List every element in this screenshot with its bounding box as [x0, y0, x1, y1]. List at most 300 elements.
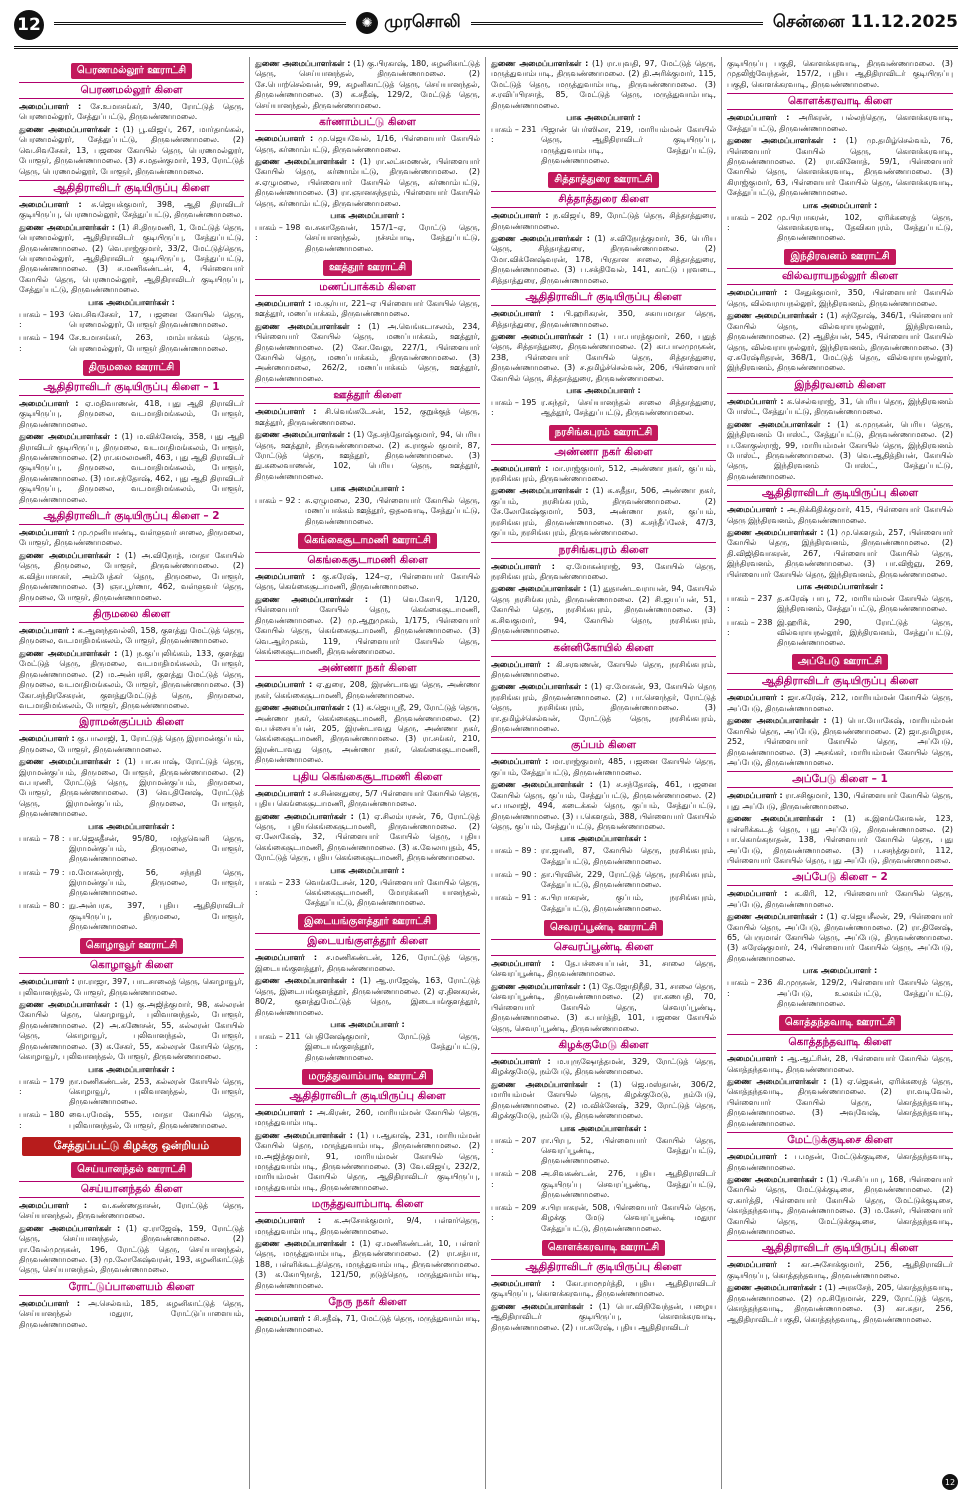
- booth-number: பாகம் – 179 :: [19, 1076, 65, 1096]
- booth-number: பாகம் – 198 :: [255, 223, 301, 243]
- booth-entry: [491, 125, 716, 166]
- role-label: அமைப்பாளர் :: [255, 134, 314, 144]
- entry-text: (1) பூ.விஜய், 267, மார்தாங்கல், பெரணமல்லூர், சேத்துப்பட்டு, திருவண்ணாமலை. (2) வெ.சிவசேகர், 13, பஜனை கோயில் தெரு, பெரணமல்லூர், போளூர், திருவண்ணாமலை. (3) ச.மதன்குமார், 193, ரோட்டுத் தெரு, பெரணமல்லூர், போளூர், திருவண்ணாமலை.: [19, 124, 244, 176]
- booth-subheading: பாக அமைப்பாளர்கள் :: [88, 297, 175, 307]
- booth-entry: [19, 834, 244, 865]
- appointment-entry: [727, 716, 953, 768]
- role-label: துணை அமைப்பாளர்கள் :: [727, 136, 837, 146]
- entry-text: (1) ஏ.மணிகண்டன், 10, பள்ளர் தெரு, மருத்துவாம்பாடி, திருவண்ணாமலை. (2) ரா.சத்யா, 188, பள்ளிக்கூடத்தெரு, மருத்துவாம்பாடி, திருவண்ணாமலை. (3) க.கோபிநாத், 121/50, நடுத்தெரு, மருத்துவாம்பாடி, திருவண்ணாமலை.: [255, 1239, 480, 1290]
- booth-subheading: பாக அமைப்பாளர்கள் :: [560, 1123, 647, 1133]
- booth-subheading: பாக அமைப்பாளர் :: [566, 386, 641, 396]
- role-label: துணை அமைப்பாளர்கள் :: [255, 321, 361, 331]
- appointment-entry: [255, 703, 480, 766]
- role-label: துணை அமைப்பாளர்கள் :: [727, 311, 824, 321]
- entry-text: (1) ரா.யுவதி, 97, மேட்டுத் தெரு, மருத்துவாம்பாடி, திருவண்ணாமலை. (2) தி.அரிக்குமார், 115, மேட்டுத் தெரு, மருத்துவாம்பாடி, திருவண்ணாமலை. (3) ச.ரவிப்பிரசாத், 85, மேட்டுத் தெரு, மருத்துவாம்பாடி, திருவண்ணாமலை.: [491, 59, 716, 110]
- entry-text: க.அசோக்குமார், 9/4, பள்ளர்தெரு, மருத்துவாம்பாடி, திருவண்ணாமலை.: [255, 1216, 480, 1236]
- role-label: அமைப்பாளர் :: [491, 463, 549, 473]
- role-label: அமைப்பாளர் :: [19, 1298, 81, 1308]
- booth-entry: [19, 868, 244, 899]
- role-label: துணை அமைப்பாளர்கள் :: [491, 682, 588, 692]
- panchayat-heading: சித்தாத்துரை ஊராட்சி: [548, 172, 658, 188]
- role-label: அமைப்பாளர் :: [19, 398, 79, 408]
- entry-text: ஏ.துரை, 208, இரண்டாவது தெரு, அண்ணா நகர், கெங்கைசூடாமணி, திருவண்ணாமலை.: [255, 680, 480, 700]
- entry-text: மு.முனியாண்டி, வள்ளுவர் சாலை, திருமலை, போளூர், திருவண்ணாமலை.: [19, 528, 244, 548]
- booth-number: பாகம் – 193 :: [19, 309, 65, 330]
- branch-heading: சித்தாத்துரை கிளை: [491, 191, 716, 208]
- branch-heading: செய்யானந்தல் கிளை: [19, 1181, 244, 1198]
- panchayat-heading: செய்யானந்தல் ஊராட்சி: [71, 1162, 192, 1178]
- entry-text: (1) ஏ.ராஜேஷ், 159, ரோட்டுத் தெரு, செய்யானந்தல், திருவண்ணாமலை. (2) ரா.வேல்முருகன், 196, ரோட்டுத் தெரு, செய்யானந்தல், திருவண்ணாமலை. (3) மு.லோகேஷ்வரன், 193, சுழனிகாட்டுத் தெரு, செய்யானந்தல், திருவண்ணாமலை.: [19, 1223, 245, 1275]
- entry-text: ம.சூர்யா, 221–ஏ பிள்ளையார் கோயில் தெரு, ஊத்தூர், மணப்பாக்கம், திருவண்ணாமலை.: [255, 298, 480, 319]
- booth-number: பாகம் – 208 :: [491, 1169, 537, 1189]
- booth-number: பாகம் – 79 :: [19, 867, 65, 877]
- branch-heading: ஆதிதிராவிடர் குடியிருப்பு கிளை: [727, 485, 953, 502]
- appointment-entry: [727, 528, 953, 580]
- role-label: துணை அமைப்பாளர்கள் :: [19, 124, 119, 134]
- appointment-entry: [255, 680, 480, 701]
- booth-text: சு.ஏழுமலை, 230, பிள்ளையார் கோயில் தெரு, மணப்பாக்கம் ஊத்தூர், ஒதலவாடி, சேத்துப்பட்டு, திருவண்ணாமலை.: [305, 496, 480, 526]
- role-label: துணை அமைப்பாளர்கள் :: [19, 999, 118, 1009]
- appointment-entry: [491, 1080, 716, 1122]
- appointment-entry: [727, 397, 953, 418]
- role-label: அமைப்பாளர் :: [255, 298, 312, 308]
- appointment-entry: [727, 791, 953, 812]
- appointment-entry: [491, 309, 716, 330]
- branch-heading: குப்பம் கிளை: [491, 737, 716, 754]
- entry-text: (1) க.ஜெயஸ்ரீ, 29, ரோட்டுத் தெரு, அண்ணா நகர், கெங்கைசூடாமணி, திருவண்ணாமலை. (2) வ.பச்சையப்பன், 205, இரண்டாவது தெரு, அண்ணா நகர், கெங்கைசூடாமணி, திருவண்ணாமலை. (3) ரா.சங்கர், 210, இரண்டாவது தெரு, அண்ணா நகர், கெங்கைசூடாமணி, திருவண்ணாமலை.: [255, 703, 480, 765]
- article-columns: [14, 57, 958, 1489]
- appointment-entry: [19, 977, 244, 998]
- entry-text: ச.மணிகண்டன், 126, ரோட்டுத் தெரு, இடையங்குளத்தூர், திருவண்ணாமலை.: [255, 953, 480, 973]
- booth-number: பாகம் – 91 :: [491, 893, 537, 903]
- role-label: துணை அமைப்பாளர்கள் :: [727, 419, 831, 429]
- booth-text: வ.சுகாதேவன், 157/1–ஏ, ரோட்டு தெரு, செய்யானந்தல், நச்சம்பாடி, சேத்துப்பட்டு, திருவண்ணாமலை.: [305, 223, 480, 253]
- appointment-entry: [255, 430, 480, 482]
- branch-heading: ஆதிதிராவிடர் குடியிருப்பு கிளை – 1: [19, 379, 244, 396]
- appointment-entry: [255, 812, 480, 864]
- booth-subheading: பாக அமைப்பாளர் :: [802, 966, 878, 976]
- panchayat-heading: திருமலை ஊராட்சி: [83, 360, 181, 376]
- booth-subheading: பாக அமைப்பாளர் :: [330, 211, 405, 221]
- entry-text: (1) தே.ஜோதிநீதி, 31, சாலை தெரு, செவரப்பூண்டி, திருவண்ணாமலை. (2) ரா.கணபதி, 70, பிள்ளையார் கோயில் தெரு, செவரப்பூண்டி, திருவண்ணாமலை. (3) சு.பார்த்தி, 101, பஜனை கோயில் தெரு, செவரப்பூண்டி, திருவண்ணாமலை.: [491, 981, 716, 1033]
- branch-heading: ஆதிதிராவிடர் குடியிருப்பு கிளை: [491, 1259, 716, 1276]
- branch-heading: ஆதிதிராவிடர் குடியிருப்பு கிளை: [491, 289, 716, 306]
- branch-heading: நேரு நகர் கிளை: [255, 1294, 480, 1311]
- booth-text: ம.மோகன்ராஜ், 56, சந்நதி தெரு, இராமன்குப்பம், திருமலை, போளூர், திருவண்ணாமலை.: [69, 867, 244, 898]
- panchayat-heading: கொழாவூர் ஊராட்சி: [80, 938, 183, 954]
- appointment-entry: [727, 136, 953, 199]
- entry-text: (1) ச.சந்தோஷ், 461, பஜனை கோயில் தெரு, குப்பம், சேத்துப்பட்டு, திருவண்ணாமலை. (2) எ.பாலாஜி, 494, கடைக்கல் தெரு, குப்பம், சேத்துப்பட்டு, திருவண்ணாமலை. (3) ப.கெளதம், 388, பிள்ளையார் கோயில் தெரு, குப்பம், சேத்துப்பட்டு, திருவண்ணாமலை.: [491, 780, 716, 831]
- role-label: அமைப்பாளர் :: [491, 561, 555, 571]
- role-label: துணை அமைப்பாளர்கள் :: [727, 814, 836, 824]
- role-label: துணை அமைப்பாளர்கள் :: [19, 757, 120, 767]
- appointment-entry: [727, 693, 953, 714]
- appointment-entry: [727, 1260, 953, 1281]
- appointment-entry: [491, 1302, 716, 1333]
- booth-text: மு.பிரபாகரன், 102, ஏரிக்கரைத் தெரு, கொளக்கரவாடி, தேவிகாபுரம், சேத்துப்பட்டு, திருவண்ணாமலை.: [777, 212, 953, 243]
- role-label: அமைப்பாளர் :: [491, 1278, 555, 1288]
- entry-text: வ.கண்ணதாசன், ரோட்டுத் தெரு, செய்யானந்தல், திருவண்ணாமலை.: [19, 1200, 244, 1221]
- newspaper-logo: [356, 12, 461, 34]
- appointment-entry: [727, 420, 953, 483]
- booth-text: நா.மணிகண்டன், 253, கல்லரன் கோயில் தெரு, கொழாவூர், புலிவானந்தல், போளூர், திருவண்ணாமலை.: [69, 1076, 244, 1107]
- booth-entry: [19, 901, 244, 932]
- booth-number: பாகம் – 236 :: [727, 978, 773, 998]
- appointment-entry: [255, 1239, 480, 1291]
- entry-text: (1) ந.குப்புலிங்கம், 133, குளத்து மேட்டுத் தெரு, திருமலை, வடமாதிமங்கலம், போளூர், திருவண்ணாமலை. (2) ம.அன்பரசி, குளத்து மேட்டுத் தெரு, திருமலை, வடமாதிமங்கலம், போளூர், திருவண்ணாமலை. (3) கோ.சந்திரசேகரன், குளத்துமேட்டுத் தெரு, திருமலை, வடமாதிமங்கலம், போளூர், திருவண்ணாமலை.: [19, 648, 244, 710]
- booth-number: பாகம் – 202 :: [727, 212, 773, 232]
- booth-number: பாகம் – 211 :: [255, 1032, 301, 1052]
- branch-heading: இராமன்குப்பம் கிளை: [19, 714, 244, 731]
- booth-text: பா.ஜெகதீசன், 95/80, மந்தவெளி தெரு, இராமன்குப்பம், திருமலை, போளூர், திருவண்ணாமலை.: [69, 833, 244, 864]
- entry-text: (1) பி.சசிப்பாபு, 168, பிள்ளையார் கோயில் தெரு, மேட்டுக்குடிசை, திருவண்ணாமலை. (2) ஏ.கார்த்தி, பிள்ளையார் கோயில் தெரு, மேட்டுக்குடிசை, கொத்தந்தவாடி, திருவண்ணாமலை. (3) ம.கேசர், பிள்ளையார் கோயில் தெரு, மேட்டுக்குடிசை, கொத்தந்தவாடி, திருவண்ணாமலை.: [727, 1174, 953, 1237]
- entry-text: (1) சுந்தோஷ், 346/1, பிள்ளையார் கோயில் தெரு, வில்வராயநல்லூர், இந்திரவனம், திருவண்ணாமலை. (2) ஆதித்யன், 545, பிள்ளையார் கோயில் தெரு, வில்வராயநல்லூர், இந்திரவனம், திருவண்ணாமலை. (3) ஏ.சுரேஷ்ரிதரன், 368/1, மேட்டுத் தெரு, வில்வராயநல்லூர், இந்திரவனம், திருவண்ணாமலை.: [727, 311, 953, 373]
- entry-text: கா.அசோக்குமார், 256, ஆதிதிராவிடர் குடியிருப்பு, கொத்தந்தவாடி, திருவண்ணாமலை.: [727, 1260, 953, 1280]
- appointment-entry: [255, 134, 480, 155]
- booth-number: பாகம் – 195 :: [491, 398, 537, 418]
- appointment-entry: [19, 125, 244, 177]
- booth-text: சே.உமாசங்கர், 263, மாம்பாக்கம் தெரு, பெரணமல்லூர், போளூர் திருவண்ணாமலை.: [69, 333, 244, 353]
- panchayat-heading: கொத்தந்தவாடி ஊராட்சி: [779, 1015, 901, 1031]
- appointment-entry: [491, 1057, 716, 1078]
- appointment-entry: [491, 234, 716, 286]
- appointment-entry: [255, 59, 480, 111]
- entry-text: (1) தே.சந்தோஷ்குமார், 94, பெரிய தெரு, ஊத்தூர், திருவண்ணாமலை. (2) சு.ராகுல் குமார், 87, ரோட்டுத் தெரு, ஊத்தூர், திருவண்ணாமலை. (3) து.கலைவாணன், 102, பெரிய தெரு, ஊத்தூர், திருவண்ணாமலை.: [255, 430, 481, 481]
- branch-heading: நரசிங்கபுரம் கிளை: [491, 542, 716, 559]
- role-label: துணை அமைப்பாளர்கள் :: [255, 430, 351, 440]
- booth-number: பாகம் – 180 :: [19, 1110, 65, 1130]
- panchayat-heading: கொளக்கரவாடி ஊராட்சி: [542, 1240, 665, 1256]
- branch-heading: ஊத்தூர் கிளை: [255, 387, 480, 404]
- entry-text: (1) பொ.யோகேஷ், மாரியம்மன் கோயில் தெரு, அப்பேடு, திருவண்ணாமலை. (2) ஜா.தமிழரசு, 252, பிள்ளையார் கோயில் தெரு, அப்பேடு, திருவண்ணாமலை. (3) அசங்கர், மாரியம்மன் கோயில் தெரு, அப்பேடு, திருவண்ணாமலை.: [727, 716, 953, 767]
- entry-text: மா.ராஜ்குமார், 512, அண்ணா நகர், குப்பம், நரசிங்கபுரம், திருவண்ணாமலை.: [491, 463, 716, 484]
- entry-text: பி.ஹரிகரன், 350, சகாயமாதா தெரு, சித்தாத்துரை, திருவண்ணாமலை.: [491, 309, 716, 329]
- entry-text: (1) வெ.கோபி, 1/120, பிள்ளையார் கோயில் தெரு, கெங்கைசூடாமணி, திருவண்ணாமலை. (2) மு.ஆறுமுகம், 1/175, பிள்ளையார் கோயில் தெரு, கெங்கைசூடாமணி, திருவண்ணாமலை. (3) வெ.ஆர்முகம், 119, பிள்ளையார் கோயில் தெரு, கெங்கைசூடாமணி, திருவண்ணாமலை.: [255, 594, 480, 656]
- role-label: அமைப்பாளர் :: [491, 757, 549, 767]
- role-label: அமைப்பாளர் :: [19, 625, 75, 635]
- booth-subheading: பாக அமைப்பாளர் :: [566, 113, 641, 123]
- role-label: துணை அமைப்பாளர்கள் :: [491, 981, 586, 991]
- role-label: அமைப்பாளர் :: [19, 102, 82, 111]
- entry-text: ச.சின்னதுரை, 5/7 பிள்ளையார் கோயில் தெரு, புதிய கெங்கைசூடாமணி, திருவண்ணாமலை.: [255, 788, 480, 809]
- role-label: துணை அமைப்பாளர்கள் :: [255, 811, 354, 821]
- column-1: [14, 57, 250, 1489]
- appointment-entry: [491, 584, 716, 636]
- role-label: அமைப்பாளர் :: [727, 113, 790, 123]
- column-2: [250, 57, 486, 1489]
- booth-entry: [19, 310, 244, 331]
- appointment-entry: [19, 551, 244, 603]
- entry-text: (1) க.சுதீதா, 506, அண்ணா நகர், குப்பம், நரசிங்கபுரம், திருவண்ணாமலை. (2) சே.லோகேஷ்குமார், 503, அண்ணா நகர், குப்பம், நரசிங்கபுரம், திருவண்ணாமலை. (3) க.சந்தீப்லேச், 47/3, குப்பம், நரசிங்கபுரம், திருவண்ணாமலை.: [491, 486, 716, 538]
- role-label: அமைப்பாளர் :: [727, 396, 784, 406]
- entry-text: சி.வெங்கடேசன், 152, குறுக்குத் தெரு, ஊத்தூர், திருவண்ணாமலை.: [255, 407, 480, 427]
- appointment-entry: [491, 1279, 716, 1300]
- role-label: துணை அமைப்பாளர்கள் :: [19, 222, 116, 232]
- role-label: அமைப்பாளர் :: [727, 1152, 788, 1162]
- branch-heading: ஆதிதிராவிடர் குடியிருப்பு கிளை: [727, 1240, 953, 1257]
- role-label: துணை அமைப்பாளர்கள் :: [727, 1283, 823, 1293]
- appointment-entry: [727, 1283, 953, 1325]
- panchayat-heading: இந்திரவனம் ஊராட்சி: [784, 249, 895, 265]
- masthead-rule-right: [471, 22, 763, 25]
- booth-entry: [19, 1110, 244, 1131]
- branch-heading: கிழக்குமேடு கிளை: [491, 1037, 716, 1054]
- entry-text: சே.உமாசங்கர், 3/40, ரோட்டுத் தெரு, பெரணமல்லூர், சேத்துப்பட்டு, திருவண்ணாமலை.: [19, 102, 244, 122]
- booth-subheading: பாக அமைப்பாளர்கள் :: [560, 834, 647, 844]
- appointment-entry: [255, 1314, 480, 1335]
- role-label: துணை அமைப்பாளர்கள் :: [491, 1301, 593, 1311]
- booth-number: பாகம் – 231 :: [491, 125, 537, 145]
- role-label: துணை அமைப்பாளர்கள் :: [255, 976, 355, 986]
- booth-entry: [491, 846, 716, 867]
- appointment-entry: [19, 223, 244, 296]
- appointment-entry: [727, 1077, 953, 1129]
- entry-text: (1) சி.திருமணி, 1, மேட்டுத் தெரு, பெரணமல்லூர், ஆதிதிராவிடர் குடியிருப்பு, சேத்துப்பட்டு, திருவண்ணாமலை. (2) வெ.ராஜ்குமார், 33/2, மேட்டுத்தெரு, பெரணமல்லூர், ஆதிதிராவிடர் குடியிருப்பு, சேத்துப்பட்டு, திருவண்ணாமலை. (3) ச.மணிகண்டன், 4, பிள்ளையார் கோயில் தெரு, பெரணமல்லூர், ஆதிதிராவிடர் குடியிருப்பு, சேத்துப்பட்டு, திருவண்ணாமலை.: [19, 222, 244, 295]
- appointment-entry: [255, 572, 480, 593]
- booth-number: பாகம் – 78 :: [19, 833, 65, 843]
- role-label: அமைப்பாளர் :: [255, 680, 313, 690]
- booth-subheading: பாக அமைப்பாளர்கள் :: [88, 1064, 175, 1074]
- booth-subheading: பாக அமைப்பாளர் :: [330, 484, 405, 494]
- booth-entry: [491, 398, 716, 419]
- role-label: துணை அமைப்பாளர்கள் :: [727, 528, 824, 538]
- page-number-badge: 12: [14, 10, 44, 40]
- role-label: துணை அமைப்பாளர்கள் :: [491, 234, 590, 244]
- entry-text: (1) மு.தமிழ்செல்வம், 76, பிள்ளையார் கோயில் தெரு, கொளக்கரவாடி, திருவண்ணாமலை. (2) ரா.வினோத், 59/1, பிள்ளையார் கோயில் தெரு, கொளக்கரவாடி, திருவண்ணாமலை. (3) கிராஜ்குமார், 63, பிள்ளையார் கோயில் தெரு, கொளக்கரவாடி, சேத்துப்பட்டு, திருவண்ணாமலை.: [727, 136, 953, 198]
- entry-text: க.ஆனந்தவல்லி, 158, குளத்து மேட்டுத் தெரு, திருமலை, வடமாதிமங்கலம், போளூர், திருவண்ணாமலை.: [19, 625, 244, 646]
- role-label: துணை அமைப்பாளர்கள் :: [491, 59, 589, 68]
- role-label: துணை அமைப்பாளர்கள் :: [727, 1174, 824, 1184]
- entry-text: (1) கு.அஜித்குமார், 98, கல்லரன் கோயில் தெரு, கொழாவூர், புலிவானந்தல், போளூர், திருவண்ணாமலை. (2) அ.கணேசன், 55, கல்லரன் கோயில் தெரு, கொழாவூர், புலிவானந்தல், போளூர், திருவண்ணாமலை. (3) க.சேகர், 55, கல்லரன் கோயில் தெரு, கொழாவூர், புலிவானந்தல், போளூர், திருவண்ணாமலை.: [19, 999, 244, 1062]
- role-label: துணை அமைப்பாளர்கள் :: [727, 716, 827, 726]
- entry-text: (1) மு.கௌதம், 257, பிள்ளையார் கோயில் தெரு, இந்திரவனம், திருவண்ணாமலை. (2) தி.விஜிதிவாகரன், 267, பிள்ளையார் கோயில் தெரு, இந்திரவனம், திருவண்ணாமலை. (3) பா.விஜ்ஞு, 269, பிள்ளையார் கோயில் தெரு, இந்திரவனம், திருவண்ணாமலை.: [727, 528, 953, 579]
- role-label: அமைப்பாளர் :: [19, 1200, 87, 1210]
- appointment-entry: [19, 399, 244, 430]
- appointment-entry: [491, 562, 716, 583]
- appointment-entry: [491, 982, 716, 1034]
- appointment-entry: [727, 288, 953, 309]
- role-label: அமைப்பாளர் :: [491, 959, 555, 969]
- role-label: அமைப்பாளர் :: [727, 288, 788, 298]
- branch-heading: ஆதிதிராவிடர் குடியிருப்பு கிளை: [19, 180, 244, 197]
- appointment-entry: [491, 780, 716, 832]
- branch-heading: மருத்துவாம்பாடி கிளை: [255, 1196, 480, 1213]
- entry-text: (1) ச.விநோத்குமார், 36, பெரிய தெரு, சித்தாத்துரை, திருவண்ணாமலை. (2) மோ.விக்னேஷ்வரன், 178, பிரதான சாலை, சித்தாத்துரை, திருவண்ணாமலை. (3) ப.சக்திவேல், 141, காட்டு புரவடை, சித்தாத்துரை, திருவண்ணாமலை.: [491, 234, 717, 285]
- booth-entry: [727, 213, 953, 244]
- appointment-entry: [255, 299, 480, 320]
- branch-heading: மேட்டுக்குடிசை கிளை: [727, 1132, 953, 1149]
- entry-text: ரா.ராஜா, 397, பாடசாலைத் தெரு, கொழாவூர், புலிவானந்தல், போளூர், திருவண்ணாமலை.: [19, 977, 244, 997]
- booth-entry: [491, 893, 716, 914]
- role-label: அமைப்பாளர் :: [491, 309, 554, 319]
- entry-text: தே.பச்சையப்பன், 31, சாலை தெரு, செவரப்பூண்டி, திருவண்ணாமலை.: [491, 959, 716, 979]
- appointment-entry: [727, 1152, 953, 1173]
- entry-text: (1) பொ.விநிவேந்தன், பழைய ஆதிதிராவிடர் குடியிருப்பு, கொளக்கரவாடி, திருவண்ணாமலை. (2) பா.சுரேஷ், புதிய ஆதிதிராவிடர்: [491, 1301, 716, 1332]
- role-label: துணை அமைப்பாளர்கள் :: [727, 1076, 827, 1086]
- appointment-entry: [19, 757, 244, 820]
- booth-entry: [727, 978, 953, 1009]
- appointment-entry: [255, 953, 480, 974]
- appointment-entry: [255, 157, 480, 209]
- booth-text: இ.ஹரிக், 290, ரோட்டுத் தெரு, வில்வராயநல்லூர், இந்திரவனம், சேத்துப்பட்டு, திருவண்ணாமலை.: [777, 617, 953, 648]
- booth-text: வெங்கடேசன், 120, பிள்ளையார் கோயில் தெரு, கெங்கைசூடாமணி, மோரக்கனி யானந்தல், சேத்துப்பட்டு, திருவண்ணாமலை.: [305, 877, 480, 908]
- branch-heading: திருமலை கிளை: [19, 606, 244, 623]
- entry-text: (1) பா.பாரத்குமார், 260, புதுத் தெரு, சித்தாத்துரை, திருவண்ணாமலை. (2) கா.பாலமுருகன், 238, பிள்ளையார் கோயில் தெரு, சித்தாத்துரை, திருவண்ணாமலை. (3) ச.தமிழ்ச்செல்வன், 206, பிள்ளையார் கோயில் தெரு, சித்தாத்துரை, திருவண்ணாமலை.: [491, 331, 716, 383]
- dateline: சென்னை 11.12.2025: [772, 12, 959, 32]
- role-label: துணை அமைப்பாளர்கள் :: [491, 780, 593, 790]
- appointment-entry: [19, 200, 244, 221]
- booth-text: நு.அன்பரசு, 397, புதிய ஆதிதிராவிடர் குடியிருப்பு, திருமலை, போளூர், திருவண்ணாமலை.: [69, 901, 244, 931]
- panchayat-heading: இடையங்குளத்தூர் ஊராட்சி: [298, 914, 437, 930]
- entry-text: சி.சதீஷ், 71, மேட்டுத் தெரு, மருத்துவாம்பாடி, திருவண்ணாமலை.: [255, 1314, 480, 1334]
- booth-text: வை.ரமேஷ், 555, மாதா கோயில் தெரு, புலிவானந்தல், போளூர், திருவண்ணாமலை.: [69, 1110, 244, 1130]
- booth-number: பாகம் – 194 :: [19, 333, 65, 353]
- role-label: துணை அமைப்பாளர்கள் :: [255, 594, 369, 604]
- booth-entry: [255, 1032, 480, 1063]
- role-label: அமைப்பாளர் :: [255, 1314, 311, 1324]
- booth-entry: [727, 618, 953, 649]
- branch-heading: கன்னிகோயில் கிளை: [491, 640, 716, 657]
- role-label: அமைப்பாளர் :: [19, 734, 75, 744]
- booth-number: பாகம் – 233 :: [255, 877, 301, 897]
- appointment-entry: [19, 1201, 244, 1222]
- entry-text: அ.செல்வம், 185, சுழனிகாட்டுத் தெரு, செய்யானந்தல் மதுரா, ரோட்டுப்பாளையம், திருவண்ணாமலை.: [19, 1298, 244, 1329]
- role-label: அமைப்பாளர் :: [19, 977, 75, 987]
- role-label: துணை அமைப்பாளர்கள் :: [19, 432, 118, 442]
- branch-heading: இந்திரவனம் கிளை: [727, 377, 953, 394]
- booth-number: பாகம் – 207 :: [491, 1135, 537, 1155]
- appointment-entry: [491, 660, 716, 681]
- booth-subheading: பாக அமைப்பாளர் :: [330, 865, 405, 875]
- role-label: அமைப்பாளர் :: [491, 211, 549, 221]
- appointment-entry: [727, 1054, 953, 1075]
- role-label: அமைப்பாளர் :: [255, 1107, 313, 1117]
- appointment-entry: [255, 1108, 480, 1129]
- booth-entry: [255, 223, 480, 254]
- entry-text: க.கிரி, 12, பிள்ளையார் கோயில் தெரு, அப்பேடு, திருவண்ணாமலை.: [727, 889, 953, 909]
- booth-subheading: பாக அமைப்பாளர் :: [330, 1020, 405, 1030]
- entry-text: (1) ஏ.ஜெகன், ஏரிக்கரைத் தெரு, கொத்தந்தவாடி, திருவண்ணாமலை. (2) ரா.வடிவேல், பிள்ளையார் கோயில் தெரு, கொத்தந்தவாடி, திருவண்ணாமலை. (3) அவுவேஷ், கொத்தந்தவாடி, திருவண்ணாமலை.: [727, 1076, 953, 1128]
- appointment-entry: [255, 322, 480, 385]
- booth-text: ச.பிரபாகரன், 508, பிள்ளையார் கோயில் தெரு, கிழக்கு மேடு செவரப்பூண்டி மதுரா சேத்துப்பட்டு, திருவண்ணாமலை.: [541, 1203, 716, 1233]
- entry-text: குடியிருப்பு பகுதி, கொளக்கரவாடி, திருவண்ணாமலை. (3) முதலிஜ்வேந்தன், 157/2, புதிய ஆதிதிராவிடர் குடியிருப்பு பகுதி, கொளக்கரவாடி, திருவண்ணாமலை.: [727, 59, 953, 89]
- booth-text: கி.முருகன், 129/2, பிள்ளையார் கோயில் தெரு, அப்பேடு, உலகம்பட்டு, சேத்துப்பட்டு, திருவண்ணாமலை.: [777, 978, 953, 1008]
- appointment-entry: [491, 211, 716, 232]
- booth-entry: [255, 496, 480, 527]
- branch-heading: கர்ணாம்பட்டு கிளை: [255, 114, 480, 131]
- appointment-entry: [255, 1131, 480, 1194]
- appointment-entry: [727, 889, 953, 910]
- booth-text: வெ.சிவசேகர், 17, பஜனை கோயில் தெரு, பெரணமல்லூர், போளூர் திருவண்ணாமலை.: [69, 309, 244, 330]
- appointment-entry: [727, 311, 953, 374]
- booth-entry: [491, 1136, 716, 1167]
- booth-text: தா.பிரவின், 229, ரோட்டுத் தெரு, நரசிங்கபுரம், சேத்துப்பட்டு, திருவண்ணாமலை.: [541, 869, 716, 890]
- entry-text: அ.நிக்கிதிக்குமார், 415, பிள்ளையார் கோயில் தெரு இந்திரவனம், திருவண்ணாமலை.: [727, 505, 953, 525]
- role-label: அமைப்பாளர் :: [491, 1056, 551, 1066]
- entry-text: (1) ஏ.மோகன், 93, கோயில் தெரு நரசிங்கபுரம், திருவண்ணாமலை. (2) பா.சௌந்தர், ரோட்டுத் தெரு, நரசிங்கபுரம், திருவண்ணாமலை. (3) ரா.தமிழ்ச்செல்வன், ரோட்டுத் தெரு, நரசிங்கபுரம், திருவண்ணாமலை.: [491, 682, 716, 734]
- entry-text: அரிகரன், பல்லந்தெரு, கொளக்கரவாடி, சேத்துப்பட்டு, திருவண்ணாமலை.: [727, 113, 953, 133]
- booth-number: பாகம் – 238 :: [727, 617, 773, 637]
- role-label: துணை அமைப்பாளர்கள் :: [491, 486, 589, 496]
- entry-text: கு.சுரேஷ், 124–ஏ, பிள்ளையார் கோயில் தெரு, கெங்கைசூடாமணி, திருவண்ணாமலை.: [255, 571, 480, 592]
- booth-text: சு.பிரபாகரன், குப்பம், நரசிங்கபுரம், சேத்துப்பட்டு, திருவண்ணாமலை.: [541, 893, 716, 913]
- appointment-entry: [19, 734, 244, 755]
- entry-text: ஜா.சுரேஷ், 212, மாரியம்மன் கோயில் தெரு, அப்பேடு, திருவண்ணாமலை.: [727, 693, 953, 713]
- panchayat-heading: நரசிங்கபுரம் ஊராட்சி: [549, 425, 658, 441]
- role-label: அமைப்பாளர் :: [727, 1054, 784, 1064]
- branch-heading: ஆதிதிராவிடர் குடியிருப்பு கிளை: [255, 1088, 480, 1105]
- role-label: துணை அமைப்பாளர்கள் :: [255, 1239, 355, 1249]
- appointment-entry: [727, 912, 953, 964]
- booth-text: ர.சுந்தர், செய்யானந்தல் சாலை சித்தாத்துரை, ஆத்தூர், சேத்துப்பட்டு, திருவண்ணாமலை.: [541, 398, 716, 418]
- entry-text: ஏ.மதிவாணன், 418, புது ஆதி திராவிடர் குடியிருப்பு, திருமலை, வடமாதிமங்கலம், போளூர், திருவண்ணாமலை.: [19, 398, 244, 429]
- booth-entry: [255, 878, 480, 909]
- entry-text: (1) அ.வெங்கடாசலம், 234, பிள்ளையார் கோயில் தெரு, மணப்பாக்கம், ஊத்தூர், திருவண்ணாமலை. (2) கோ.வேலு, 227/1, பிள்ளையார் கோயில் தெரு, மணப்பாக்கம், திருவண்ணாமலை. (3) அண்ணாமலை, 262/2, மணப்பாக்கம் தெரு, ஊத்தூர், திருவண்ணாமலை.: [255, 321, 480, 383]
- role-label: துணை அமைப்பாளர்கள் :: [255, 59, 351, 68]
- panchayat-heading: அப்பேடு ஊராட்சி: [792, 654, 888, 670]
- branch-heading: மணப்பாக்கம் கிளை: [255, 279, 480, 296]
- appointment-entry: [19, 1299, 244, 1330]
- entry-text: கோ.ராமமூர்த்தி, புதிய ஆதிதிராவிடர் குடியிருப்பு, கொளக்கரவாடி, திருவண்ணாமலை.: [491, 1278, 716, 1299]
- role-label: துணை அமைப்பாளர்கள் :: [255, 1130, 353, 1140]
- appointment-entry: [19, 432, 244, 505]
- panchayat-heading: கெங்கைசூடாமணி ஊராட்சி: [298, 533, 437, 549]
- entry-text: ஏ.மோகன்ராஜ், 93, கோயில் தெரு, நரசிங்கபுரம், திருவண்ணாமலை.: [491, 561, 716, 581]
- booth-subheading: பாக அமைப்பாளர்கள் :: [796, 582, 884, 592]
- panchayat-heading: பெரணமல்லூர் ஊராட்சி: [71, 63, 192, 79]
- appointment-entry: [491, 959, 716, 980]
- appointment-entry: [491, 682, 716, 734]
- appointment-entry: [255, 407, 480, 428]
- appointment-entry: [727, 505, 953, 526]
- branch-heading: ரோட்டுப்பாளையம் கிளை: [19, 1279, 244, 1296]
- entry-text: (1) ஏ.ஜெயசீலன், 29, பிள்ளையார் கோயில் தெரு, அப்பேடு, திருவண்ணாமலை. (2) ரா.தினேஷ், 65, பெருமாள் கோயில் தெரு, அப்பேடு, திருவண்ணாமலை. (3) சுரேஷ்குமார், 24, பிள்ளையார் கோயில் தெரு, அப்பேடு, திருவண்ணாமலை.: [727, 912, 953, 963]
- branch-heading: அண்ணா நகர் கிளை: [255, 660, 480, 677]
- masthead-rule: [54, 22, 346, 25]
- appointment-entry: [491, 757, 716, 778]
- appointment-entry: [727, 1175, 953, 1238]
- entry-text: ஆ.ஆட்ரின், 28, பிள்ளையார் கோயில் தெரு, கொத்தந்தவாடி, திருவண்ணாமலை.: [727, 1054, 953, 1074]
- booth-text: அ.சிவகண்டன், 276, புதிய ஆதிதிராவிடர் குடியிருப்பு செவரப்பூண்டி, சேத்துப்பட்டு, திருவண்ணாமலை.: [541, 1169, 716, 1199]
- role-label: துணை அமைப்பாளர்கள் :: [255, 156, 355, 166]
- entry-text: (1) கு.பிரகாஷ், 180, சுழனிகாட்டுத் தெரு, செய்யானந்தல், திருவண்ணாமலை. (2) சே.பொற்செல்வன், 99, சுழனிகாட்டுத் தெரு, செய்யானந்தல், திருவண்ணாமலை. (3) க.சதீஷ், 129/2, மேட்டுத் தெரு, செய்யானந்தல், திருவண்ணாமலை.: [255, 59, 480, 110]
- branch-heading: கொளக்கரவாடி கிளை: [727, 93, 953, 110]
- entry-text: (1) ஆ.ராஜேஷ், 163, ரோட்டுத் தெரு, இடையங்குளத்தூர், திருவண்ணாமலை. (2) ஏ.தினகரன், 80/2, குளத்துமேட்டுத் தெரு, இடையங்குளத்தூர், திருவண்ணாமலை.: [255, 976, 480, 1017]
- booth-text: பெதினேஷ்குமார், ரோட்டுத் தெரு, இடையங்குளத்தூர், சேத்துப்பட்டு, திருவண்ணாமலை.: [305, 1032, 480, 1062]
- branch-heading: அப்பேடு கிளை – 1: [727, 771, 953, 788]
- appointment-entry: [491, 59, 716, 111]
- panchayat-heading: செவரப்பூண்டி ஊராட்சி: [544, 920, 663, 936]
- role-label: அமைப்பாளர் :: [727, 1260, 791, 1270]
- appointment-entry: [19, 649, 244, 712]
- role-label: துணை அமைப்பாளர்கள் :: [19, 550, 120, 560]
- role-label: அமைப்பாளர் :: [727, 889, 788, 899]
- branch-heading: கெங்கைசூடாமணி கிளை: [255, 552, 480, 569]
- entry-text: (1) ம.விக்னேஷ், 358, புது ஆதி திராவிடர் குடியிருப்பு, திருமலை, வடமாதிமங்கலம், போளூர், திருவண்ணாமலை. (2) ரா.கமலமணி, 463, புது ஆதி திராவிடர் குடியிருப்பு, திருமலை, வடமாதிமங்கலம், போளூர், திருவண்ணாமலை. (3) மா.சந்தோஷ், 462, புது ஆதி திராவிடர் குடியிருப்பு, திருமலை, வடமாதிமங்கலம், போளூர், திருவண்ணாமலை.: [19, 432, 244, 504]
- entry-text: ப.மதன், மேட்டுக்குடிசை, கொத்தந்தவாடி, திருவண்ணாமலை.: [727, 1152, 953, 1172]
- role-label: அமைப்பாளர் :: [727, 693, 784, 703]
- entry-text: (1) ஜெ.மஸ்தான், 306/2, மாரியம்மன் கோயில் தெரு, கிழக்குமேடு, நம்பேடு, திருவண்ணாமலை. (2) ம.விக்னேஷ், 329, ரோட்டுத் தெரு, கிழக்குமேடு, நம்பேடு, திருவண்ணாமலை.: [491, 1079, 717, 1121]
- role-label: அமைப்பாளர் :: [491, 659, 551, 669]
- newspaper-name: முரசொலி: [384, 12, 461, 32]
- column-4: [722, 57, 958, 1489]
- booth-text: ரா.பிரபு, 52, பிள்ளையார் கோயில் தெரு, செவரப்பூண்டி, சேத்துப்பட்டு, திருவண்ணாமலை.: [541, 1135, 716, 1166]
- entry-text: சு.ஜெயக்குமார், 398, ஆதி திராவிடர் குடியிருப்பு, பெரணமல்லூர், சேத்துப்பட்டு, திருவண்ணாமலை.: [19, 199, 244, 220]
- role-label: அமைப்பாளர் :: [255, 571, 316, 581]
- booth-text: ரா.ஜானி, 87, கோயில் தெரு, நரசிங்கபுரம், சேத்துப்பட்டு, திருவண்ணாமலை.: [541, 846, 716, 866]
- role-label: அமைப்பாளர் :: [727, 791, 783, 801]
- role-label: துணை அமைப்பாளர்கள் :: [491, 331, 592, 341]
